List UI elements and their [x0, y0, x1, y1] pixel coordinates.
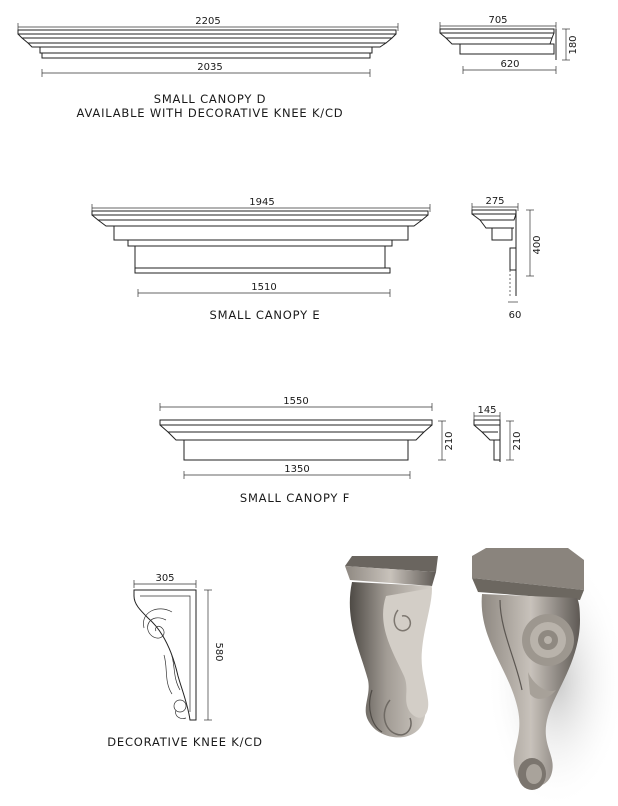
- canopy-e-side-elevation: [472, 196, 543, 321]
- canopy-e-caption: SMALL CANOPY E: [209, 308, 321, 322]
- canopy-d-side-bottom-width: 620: [500, 59, 520, 70]
- knee-render-side: [472, 548, 618, 806]
- canopy-f-height: 210: [444, 431, 455, 451]
- canopy-e-bottom-width: 1510: [251, 282, 277, 293]
- canopy-f-top-width: 1550: [283, 396, 309, 407]
- canopy-e-top-width: 1945: [249, 197, 275, 208]
- canopy-d-side-top-width: 705: [488, 15, 508, 26]
- canopy-d-top-width: 2205: [195, 16, 221, 27]
- canopy-d-caption-title: SMALL CANOPY D: [153, 92, 267, 106]
- knee-render-angled: [345, 556, 438, 737]
- canopy-d-side-height: 180: [568, 35, 579, 55]
- canopy-f-bottom-width: 1350: [284, 464, 310, 475]
- canopy-d-base-band: [40, 47, 372, 53]
- canopy-f-caption: SMALL CANOPY F: [239, 491, 351, 505]
- canopy-f-front-elevation: [160, 396, 455, 479]
- canopy-d-cornice: [18, 30, 396, 34]
- knee-height: 580: [213, 642, 224, 662]
- canopy-d-bottom-width: 2035: [197, 62, 223, 73]
- canopy-d-side-elevation: [440, 15, 579, 74]
- canopy-f-side-height: 210: [512, 431, 523, 451]
- canopy-d-caption: [60, 92, 360, 120]
- canopy-e-side-top-width: 275: [485, 196, 505, 207]
- canopy-f-side-top-width: 145: [477, 405, 497, 416]
- knee-width: 305: [155, 573, 175, 584]
- canopy-e-side-height: 400: [532, 235, 543, 255]
- knee-caption: DECORATIVE KNEE K/CD: [107, 735, 263, 749]
- canopy-d-caption-note: AVAILABLE WITH DECORATIVE KNEE K/CD: [76, 106, 344, 120]
- canopy-f-side-elevation: [474, 405, 523, 462]
- canopy-e-front-elevation: [92, 197, 430, 297]
- knee-line-drawing: [134, 573, 224, 720]
- canopy-d-front-elevation: [18, 16, 398, 77]
- canopy-e-side-projection: 60: [508, 310, 522, 321]
